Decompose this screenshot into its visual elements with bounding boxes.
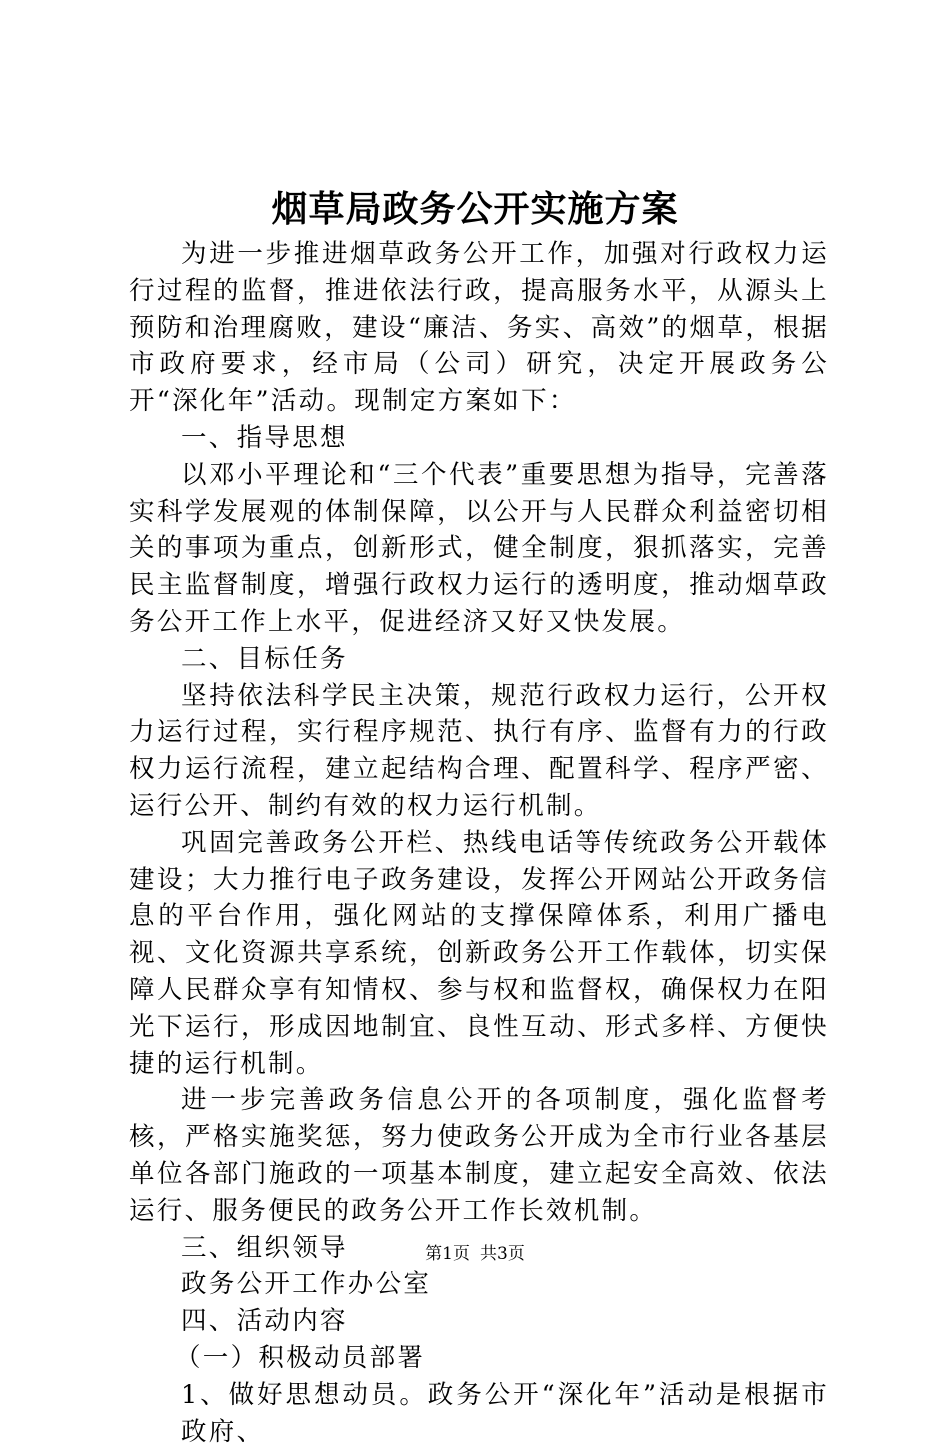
organization-office: 政务公开工作办公室 xyxy=(181,1269,432,1300)
section-heading-guiding-thought: 一、指导思想 xyxy=(181,422,348,453)
section-heading-goals: 二、目标任务 xyxy=(181,643,348,674)
goals-paragraph-2: 巩固完善政务公开栏、热线电话等传统政务公开载体建设；大力推行电子政务建设，发挥公开网站公开政务信息的平台作用，强化网站的支撑保障体系，利用广播电视、文化资源共享系统，创新政务公开工作载体，切实保障人民群众享有知情权、参与权和监督权，确保权力在阳光下运行，形成因地制宜、良性互动、形式多样、方便快捷的运行机制。 xyxy=(129,827,829,1079)
guiding-thought-paragraph: 以邓小平理论和“三个代表”重要思想为指导，完善落实科学发展观的体制保障，以公开与人民群众利益密切相关的事项为重点，创新形式，健全制度，狠抓落实，完善民主监督制度，增强行政权力运行的透明度，推动烟草政务公开工作上水平，促进经济又好又快发展。 xyxy=(129,459,829,637)
section-heading-organization: 三、组织领导 xyxy=(181,1232,348,1263)
page-total: 共3页 xyxy=(480,1244,525,1264)
page-number: 第1页 xyxy=(425,1244,470,1264)
subsection-heading-mobilization: （一）积极动员部署 xyxy=(175,1342,426,1373)
section-heading-activities: 四、活动内容 xyxy=(181,1306,348,1337)
intro-paragraph: 为进一步推进烟草政务公开工作，加强对行政权力运行过程的监督，推进依法行政，提高服务水平，从源头上预防和治理腐败，建设“廉洁、务实、高效”的烟草，根据市政府要求，经市局（公司）研究，决定开展政务公开“深化年”活动。现制定方案如下： xyxy=(129,239,829,417)
mobilization-item-1: 1、做好思想动员。政务公开“深化年”活动是根据市政府、 xyxy=(181,1379,829,1447)
goals-paragraph-3: 进一步完善政务信息公开的各项制度，强化监督考核，严格实施奖惩，努力使政务公开成为全市行业各基层单位各部门施政的一项基本制度，建立起安全高效、依法运行、服务便民的政务公开工作长效机制。 xyxy=(129,1085,829,1226)
goals-paragraph-1: 坚持依法科学民主决策，规范行政权力运行，公开权力运行过程，实行程序规范、执行有序、监督有力的行政权力运行流程，建立起结构合理、配置科学、程序严密、运行公开、制约有效的权力运行机制。 xyxy=(129,680,829,821)
document-title: 烟草局政务公开实施方案 xyxy=(271,188,679,230)
document-body xyxy=(129,236,829,1450)
page-footer xyxy=(0,1242,950,1266)
